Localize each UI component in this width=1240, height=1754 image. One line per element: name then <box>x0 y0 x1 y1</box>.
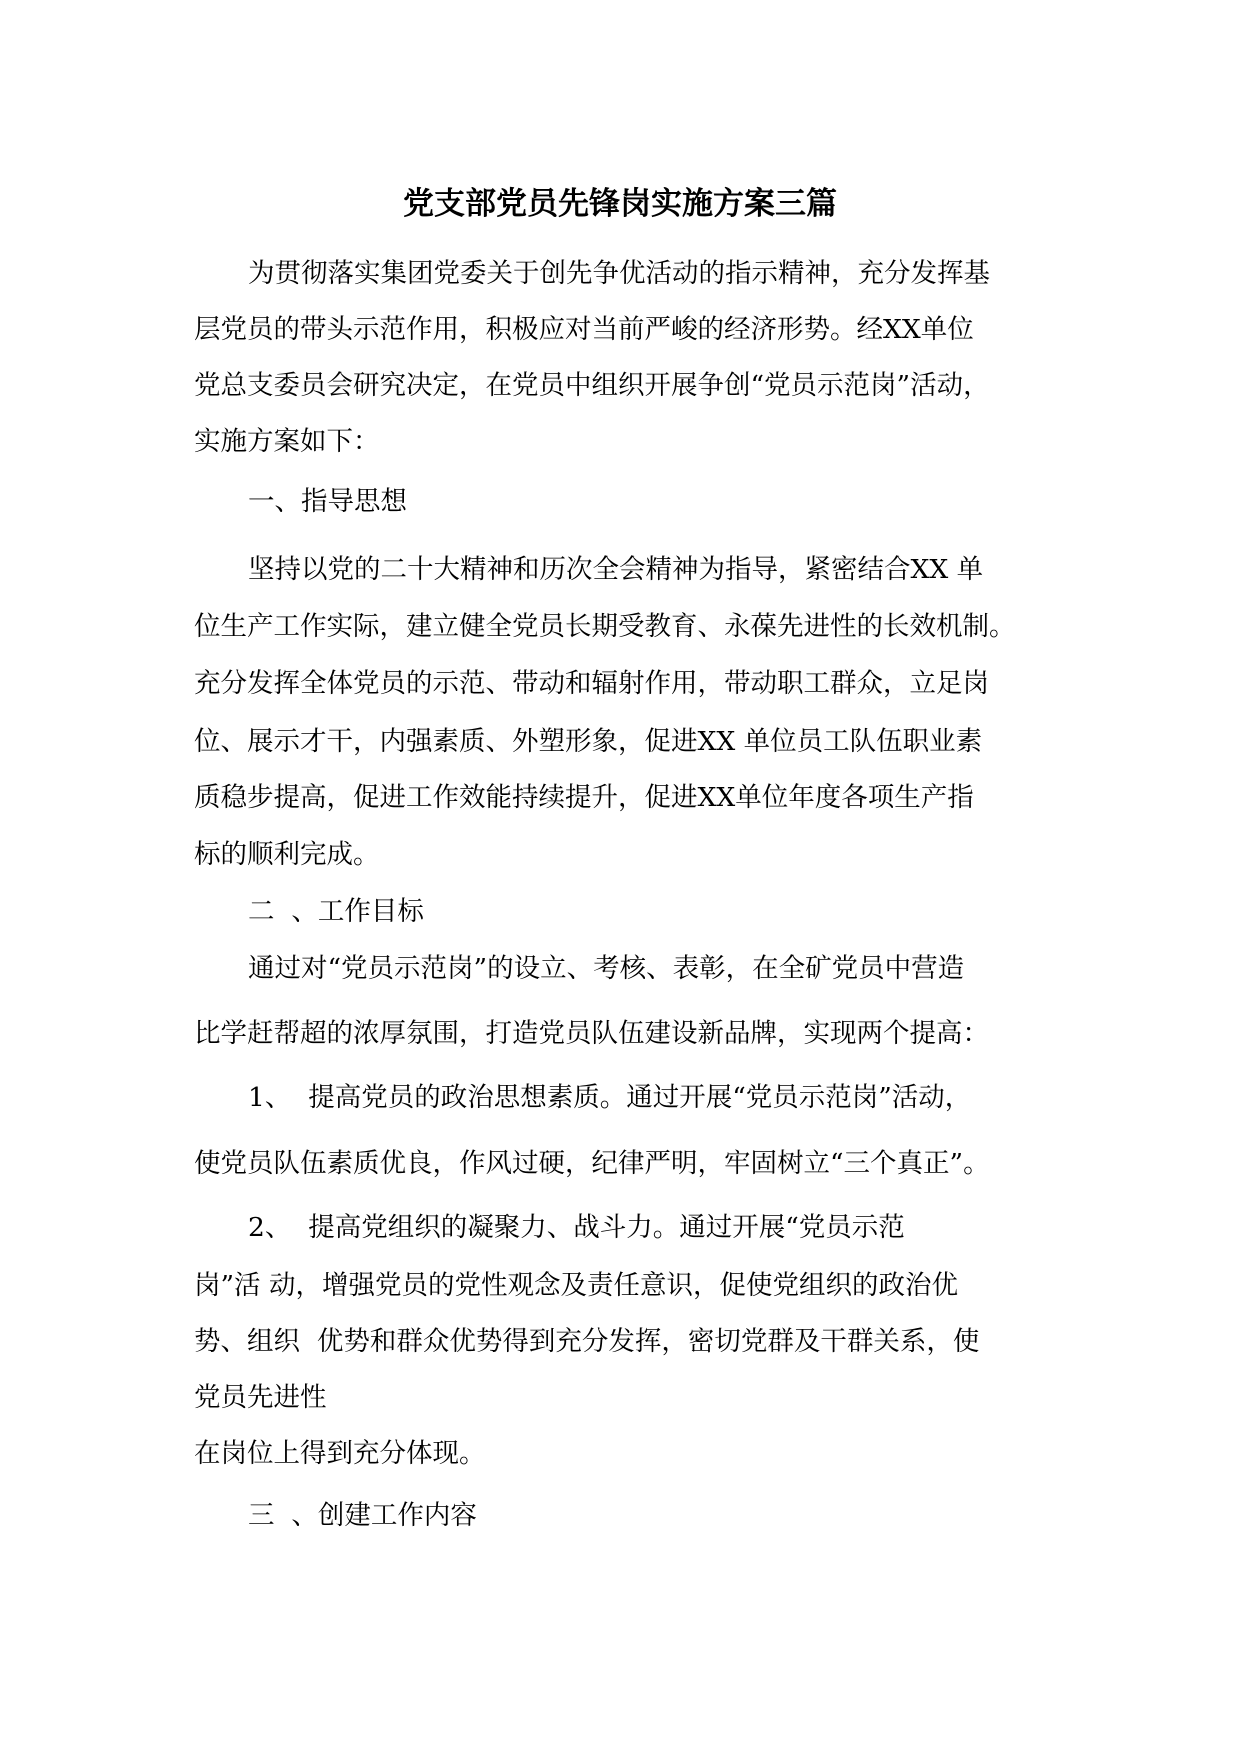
paragraph-line: 位、展示才干，内强素质、外塑形象，促进XX 单位员工队伍职业素 <box>194 726 983 757</box>
paragraph-line: 质稳步提高，促进工作效能持续提升，促进XX单位年度各项生产指 <box>194 782 974 813</box>
paragraph-line: 层党员的带头示范作用，积极应对当前严峻的经济形势。经XX单位 <box>194 314 974 345</box>
section-heading: 一、指导思想 <box>248 486 407 517</box>
document-title: 党支部党员先锋岗实施方案三篇 <box>403 186 837 222</box>
section-heading: 二 、工作目标 <box>248 896 424 927</box>
paragraph-line: 岗”活 动，增强党员的党性观念及责任意识，促使党组织的政治优 <box>194 1270 958 1301</box>
paragraph-line: 势、组织 优势和群众优势得到充分发挥，密切党群及干群关系，使 <box>194 1326 980 1357</box>
paragraph-line: 实施方案如下： <box>194 426 380 457</box>
paragraph-line: 位生产工作实际，建立健全党员长期受教育、永葆先进性的长效机制。 <box>194 611 1016 642</box>
section-heading: 三 、创建工作内容 <box>248 1500 477 1531</box>
paragraph-line: 使党员队伍素质优良，作风过硬，纪律严明，牢固树立“三个真正”。 <box>194 1148 990 1179</box>
paragraph-line: 为贯彻落实集团党委关于创先争优活动的指示精神，充分发挥基 <box>248 258 990 289</box>
paragraph-line: 党总支委员会研究决定，在党员中组织开展争创“党员示范岗”活动， <box>194 370 990 401</box>
paragraph-line: 标的顺利完成。 <box>194 839 380 870</box>
paragraph-line: 党员先进性 <box>194 1382 327 1413</box>
paragraph-line: 充分发挥全体党员的示范、带动和辐射作用，带动职工群众，立足岗 <box>194 668 989 699</box>
paragraph-line: 在岗位上得到充分体现。 <box>194 1438 486 1469</box>
paragraph-line: 坚持以党的二十大精神和历次全会精神为指导，紧密结合XX 单 <box>248 554 984 585</box>
list-item-line: 1、 提高党员的政治思想素质。通过开展“党员示范岗”活动， <box>248 1082 972 1113</box>
paragraph-line: 比学赶帮超的浓厚氛围，打造党员队伍建设新品牌，实现两个提高： <box>194 1018 989 1049</box>
paragraph-line: 通过对“党员示范岗”的设立、考核、表彰，在全矿党员中营造 <box>248 953 965 984</box>
list-item-line: 2、 提高党组织的凝聚力、战斗力。通过开展“党员示范 <box>248 1212 905 1243</box>
